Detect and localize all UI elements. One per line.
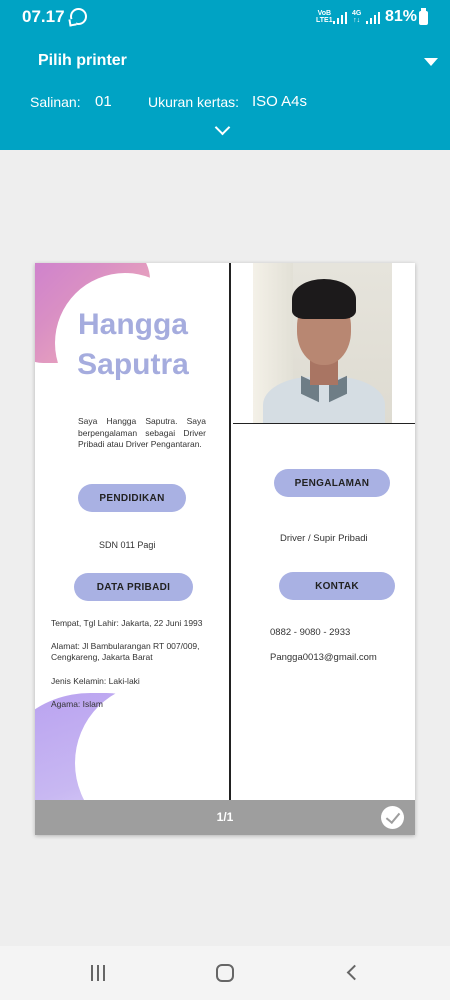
signal-icon-2 xyxy=(366,12,380,24)
paper-size-value[interactable]: ISO A4s xyxy=(252,93,308,110)
experience-item: Driver / Supir Pribadi xyxy=(280,533,368,544)
cv-intro: Saya Hangga Saputra. Saya berpengalaman sebagai Driver Pribadi atau Driver Pengantaran. xyxy=(78,416,206,449)
education-heading: PENDIDIKAN xyxy=(78,484,186,512)
profile-photo xyxy=(253,263,392,423)
personal-data-heading: DATA PRIBADI xyxy=(74,573,193,601)
signal-icon-1 xyxy=(333,12,347,24)
cv-left-column xyxy=(35,263,231,800)
cv-name-line2: Saputra xyxy=(77,348,189,381)
whatsapp-icon xyxy=(70,8,87,25)
back-icon[interactable] xyxy=(347,965,363,981)
dropdown-arrow-icon[interactable] xyxy=(424,58,438,66)
battery-percent: 81% xyxy=(385,8,418,25)
gender-info: Jenis Kelamin: Laki-laki xyxy=(51,676,140,686)
education-item: SDN 011 Pagi xyxy=(99,540,156,550)
network-label-1: VoB LTE1 xyxy=(316,10,333,24)
copies-value[interactable]: 01 xyxy=(95,93,112,110)
status-bar xyxy=(0,0,450,34)
religion-info: Agama: Islam xyxy=(51,699,103,709)
phone-number: 0882 - 9080 - 2933 xyxy=(270,627,351,638)
system-navigation-bar xyxy=(0,946,450,1000)
paper-size-label: Ukuran kertas: xyxy=(148,94,240,110)
cv-name xyxy=(35,305,231,385)
home-icon[interactable] xyxy=(216,964,234,982)
birth-info: Tempat, Tgl Lahir: Jakarta, 22 Juni 1993 xyxy=(51,618,203,628)
experience-heading: PENGALAMAN xyxy=(274,469,390,497)
printer-select[interactable] xyxy=(0,44,450,78)
network-label-2: 4G ↑↓ xyxy=(352,10,362,24)
printer-select-label: Pilih printer xyxy=(38,52,127,69)
battery-icon xyxy=(419,11,428,25)
email-address: Pangga0013@gmail.com xyxy=(270,652,377,663)
print-header xyxy=(0,0,450,150)
cv-name-line1: Hangga xyxy=(77,308,188,341)
status-time: 07.17 xyxy=(22,7,65,26)
divider-line xyxy=(233,423,415,424)
cv-right-column xyxy=(233,263,415,800)
page-selected-check-icon[interactable] xyxy=(381,806,404,829)
expand-options-icon[interactable] xyxy=(215,120,231,136)
photo-hair xyxy=(292,279,356,319)
print-preview-page[interactable] xyxy=(35,263,415,835)
recents-icon[interactable] xyxy=(91,965,107,981)
page-indicator-bar xyxy=(35,800,415,835)
copies-label: Salinan: xyxy=(30,94,81,110)
contact-heading: KONTAK xyxy=(279,572,395,600)
address-info: Alamat: Jl Bambularangan RT 007/009, Cengkareng, Jakarta Barat xyxy=(51,641,200,662)
page-number: 1/1 xyxy=(216,810,234,824)
